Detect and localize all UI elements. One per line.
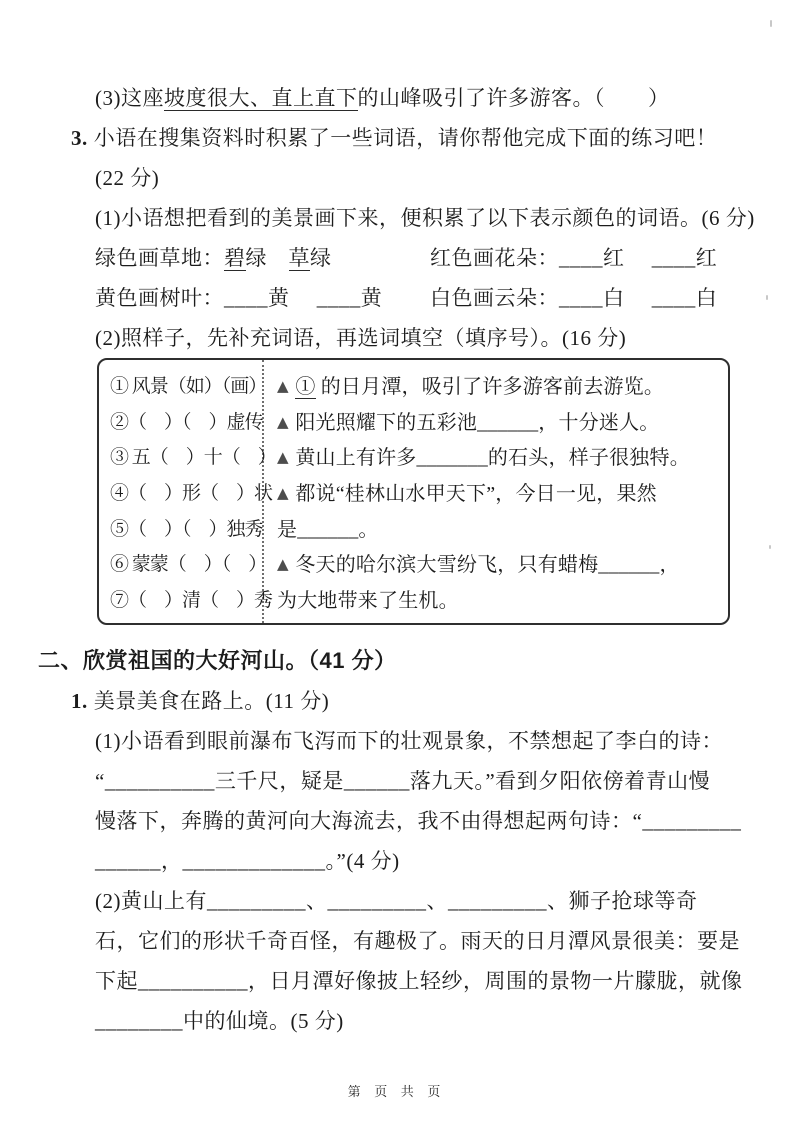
q1-sub2-line-4: ________中的仙境。(5 分) <box>95 1009 344 1033</box>
q3-number: 3. <box>71 126 88 150</box>
idiom-item-4: ④（ ）形（ ）状 <box>110 482 273 504</box>
fill-sentence-4: ▲ 都说“桂林山水甲天下”，今日一见，果然 <box>277 482 657 505</box>
fill-sentence-2: ▲ 阳光照耀下的五彩池______，十分迷人。 <box>277 411 660 434</box>
idiom-table <box>97 358 730 625</box>
color-words-row-1 <box>95 238 793 278</box>
idiom-item-5: ⑤（ ）（ ）独秀 <box>110 518 263 540</box>
idiom-item-1: ① 风景（如）（画） <box>110 376 267 398</box>
q1-sub1-line-4: ______，_____________。”(4 分) <box>95 849 400 873</box>
q3-prompt: 小语在搜集资料时积累了一些词语，请你帮他完成下面的练习吧！ <box>93 126 718 150</box>
q3-score: (22 分) <box>95 166 160 190</box>
q1-sub2-line-3: 下起__________，日月潭好像披上轻纱，周围的景物一片朦胧，就像 <box>95 969 743 993</box>
scan-artifact <box>766 295 768 300</box>
green-color-words: 绿色画草地：碧绿 草绿 <box>95 246 332 270</box>
q1-sub1-line-2: “__________三千尺，疑是______落九天。”看到夕阳依傍着青山慢 <box>95 769 711 793</box>
yellow-color-words: 黄色画树叶：____黄 ____黄 <box>95 286 383 310</box>
fill-sentence-1: ▲ ① 的日月潭，吸引了许多游客前去游览。 <box>277 376 665 399</box>
fill-sentence-5-cont: 为大地带来了生机。 <box>277 589 459 612</box>
q1-number: 1. <box>71 689 88 713</box>
q3-sub1-prompt: (1)小语想把看到的美景画下来，便积累了以下表示颜色的词语。(6 分) <box>95 206 755 230</box>
item3-sentence: (3)这座坡度很大、直上直下的山峰吸引了许多游客。（ ） <box>95 86 670 110</box>
idiom-item-6: ⑥ 蒙蒙（ ）（ ） <box>110 554 267 576</box>
q1-sub2-line-1: (2)黄山上有_________、_________、_________、狮子抢球等奇 <box>95 889 698 913</box>
fill-sentence-3: ▲ 黄山上有许多_______的石头，样子很独特。 <box>277 447 690 470</box>
idiom-item-2: ②（ ）（ ）虚传 <box>110 411 263 433</box>
q1-title: 美景美食在路上。(11 分) <box>93 689 330 713</box>
section2-heading: 二、欣赏祖国的大好河山。（41 分） <box>38 648 397 673</box>
fill-sentence-5: ▲ 冬天的哈尔滨大雪纷飞，只有蜡梅______， <box>277 554 680 577</box>
q1-sub2-line-2: 石，它们的形状千奇百怪，有趣极了。雨天的日月潭风景很美：要是 <box>95 929 740 953</box>
fill-sentence-4-cont: 是______。 <box>277 518 379 541</box>
white-color-words: 白色画云朵：____白 ____白 <box>430 286 718 310</box>
page-footer: 第 页 共 页 <box>347 1084 446 1099</box>
fill-in-sentence-column <box>264 360 728 623</box>
q1-title-line <box>71 681 793 721</box>
idiom-item-3: ③ 五（ ）十（ ） <box>110 447 276 469</box>
scan-artifact <box>770 20 772 27</box>
q1-sub1-line-3: 慢落下，奔腾的黄河向大海流去，我不由得想起两句诗：“_________ <box>95 809 742 833</box>
q3-prompt-line <box>71 118 793 158</box>
idiom-list-column <box>99 360 276 623</box>
scan-artifact <box>769 545 771 549</box>
q1-sub1-line-1: (1)小语看到眼前瀑布飞泻而下的壮观景象，不禁想起了李白的诗： <box>95 729 723 753</box>
color-words-row-2 <box>95 278 793 318</box>
idiom-item-7: ⑦（ ）清（ ）秀 <box>110 589 273 611</box>
red-color-words: 红色画花朵：____红 ____红 <box>430 246 718 270</box>
q3-sub2-prompt: (2)照样子，先补充词语，再选词填空（填序号）。(16 分) <box>95 326 627 350</box>
